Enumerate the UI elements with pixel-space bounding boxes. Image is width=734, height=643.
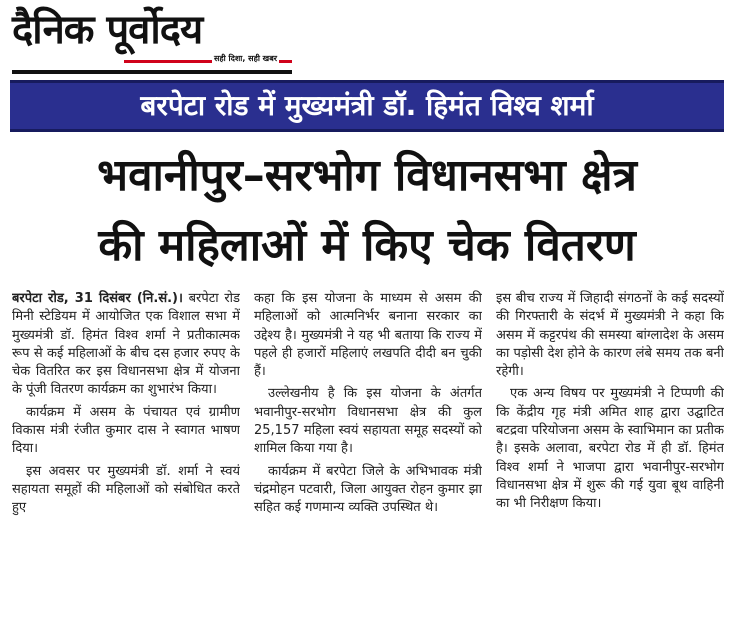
article-column-3 <box>496 290 724 640</box>
article-paragraph: कार्यक्रम में बरपेटा जिले के अभिभावक मंत्री चंद्रमोहन पटवारी, जिला आयुक्त रोहन कुमार झा सहित कई गणमान्य व्यक्ति उपस्थित थे। <box>254 463 482 516</box>
article-paragraph: एक अन्य विषय पर मुख्यमंत्री ने टिप्पणी की कि केंद्रीय गृह मंत्री अमित शाह द्वारा उद्घाटित बटद्रवा परियोजना असम के स्वाभिमान का प्रतीक है। इसके अलावा, बरपेटा रोड में ही डॉ. हिमंत विश्व शर्मा ने भाजपा द्वारा भवानीपुर-सरभोग विधानसभा क्षेत्र में शुरू की गई युवा बूथ वाहिनी का भी निरीक्षण किया। <box>496 386 724 512</box>
article-paragraph: इस बीच राज्य में जिहादी संगठनों के कई सदस्यों की गिरफ्तारी के संदर्भ में मुख्यमंत्री ने कहा कि असम में कट्टरपंथ की समस्या बांग्लादेश के असम का पड़ोसी देश होने के कारण लंबे समय तक बनी रहेगी। <box>496 291 724 380</box>
masthead <box>12 4 292 74</box>
masthead-title: दैनिक पूर्वोदय <box>12 7 203 53</box>
article-dateline: बरपेटा रोड, 31 दिसंबर (नि.सं.)। <box>12 291 183 306</box>
kicker-banner: बरपेटा रोड में मुख्यमंत्री डॉ. हिमंत विश्व शर्मा <box>10 80 724 132</box>
article-column-1 <box>12 290 240 640</box>
article-paragraph: कार्यक्रम में असम के पंचायत एवं ग्रामीण विकास मंत्री रंजीत कुमार दास ने स्वागत भाषण दिया। <box>12 404 240 457</box>
article-column-2 <box>254 290 482 640</box>
article-paragraph: उल्लेखनीय है कि इस योजना के अंतर्गत भवानीपुर-सरभोग विधानसभा क्षेत्र की कुल 25,157 महिला स्वयं सहायता समूह सदस्यों को शामिल किया गया है। <box>254 386 482 457</box>
article-paragraph <box>12 290 240 400</box>
headline-line-1: भवानीपुर–सरभोग विधानसभा क्षेत्र <box>97 150 637 201</box>
article-body <box>12 290 724 640</box>
headline-line-2: की महिलाओं में किए चेक वितरण <box>98 220 636 271</box>
masthead-tagline: सही दिशा, सही खबर <box>214 54 278 63</box>
paragraph-text: बरपेटा रोड मिनी स्टेडियम में आयोजित एक विशाल सभा में मुख्यमंत्री डॉ. हिमंत विश्व शर्मा ने प्रतीकात्मक रूप से कई महिलाओं के बीच दस हजार रुपए के चेक वितरित कर इस विधानसभा क्षेत्र में योजना के पूंजी वितरण कार्यक्रम का शुभारंभ किया। <box>12 291 240 398</box>
article-paragraph: इस अवसर पर मुख्यमंत्री डॉ. शर्मा ने स्वयं सहायता समूहों की महिलाओं को संबोधित करते हुए <box>12 463 240 516</box>
masthead-rule <box>12 70 292 74</box>
article-paragraph: कहा कि इस योजना के माध्यम से असम की महिलाओं को आत्मनिर्भर बनाना सरकार का उद्देश्य है। मुख्यमंत्री ने यह भी बताया कि राज्य में पहले ही हजारों महिलाएं लखपति दीदी बन चुकी हैं। <box>254 291 482 380</box>
